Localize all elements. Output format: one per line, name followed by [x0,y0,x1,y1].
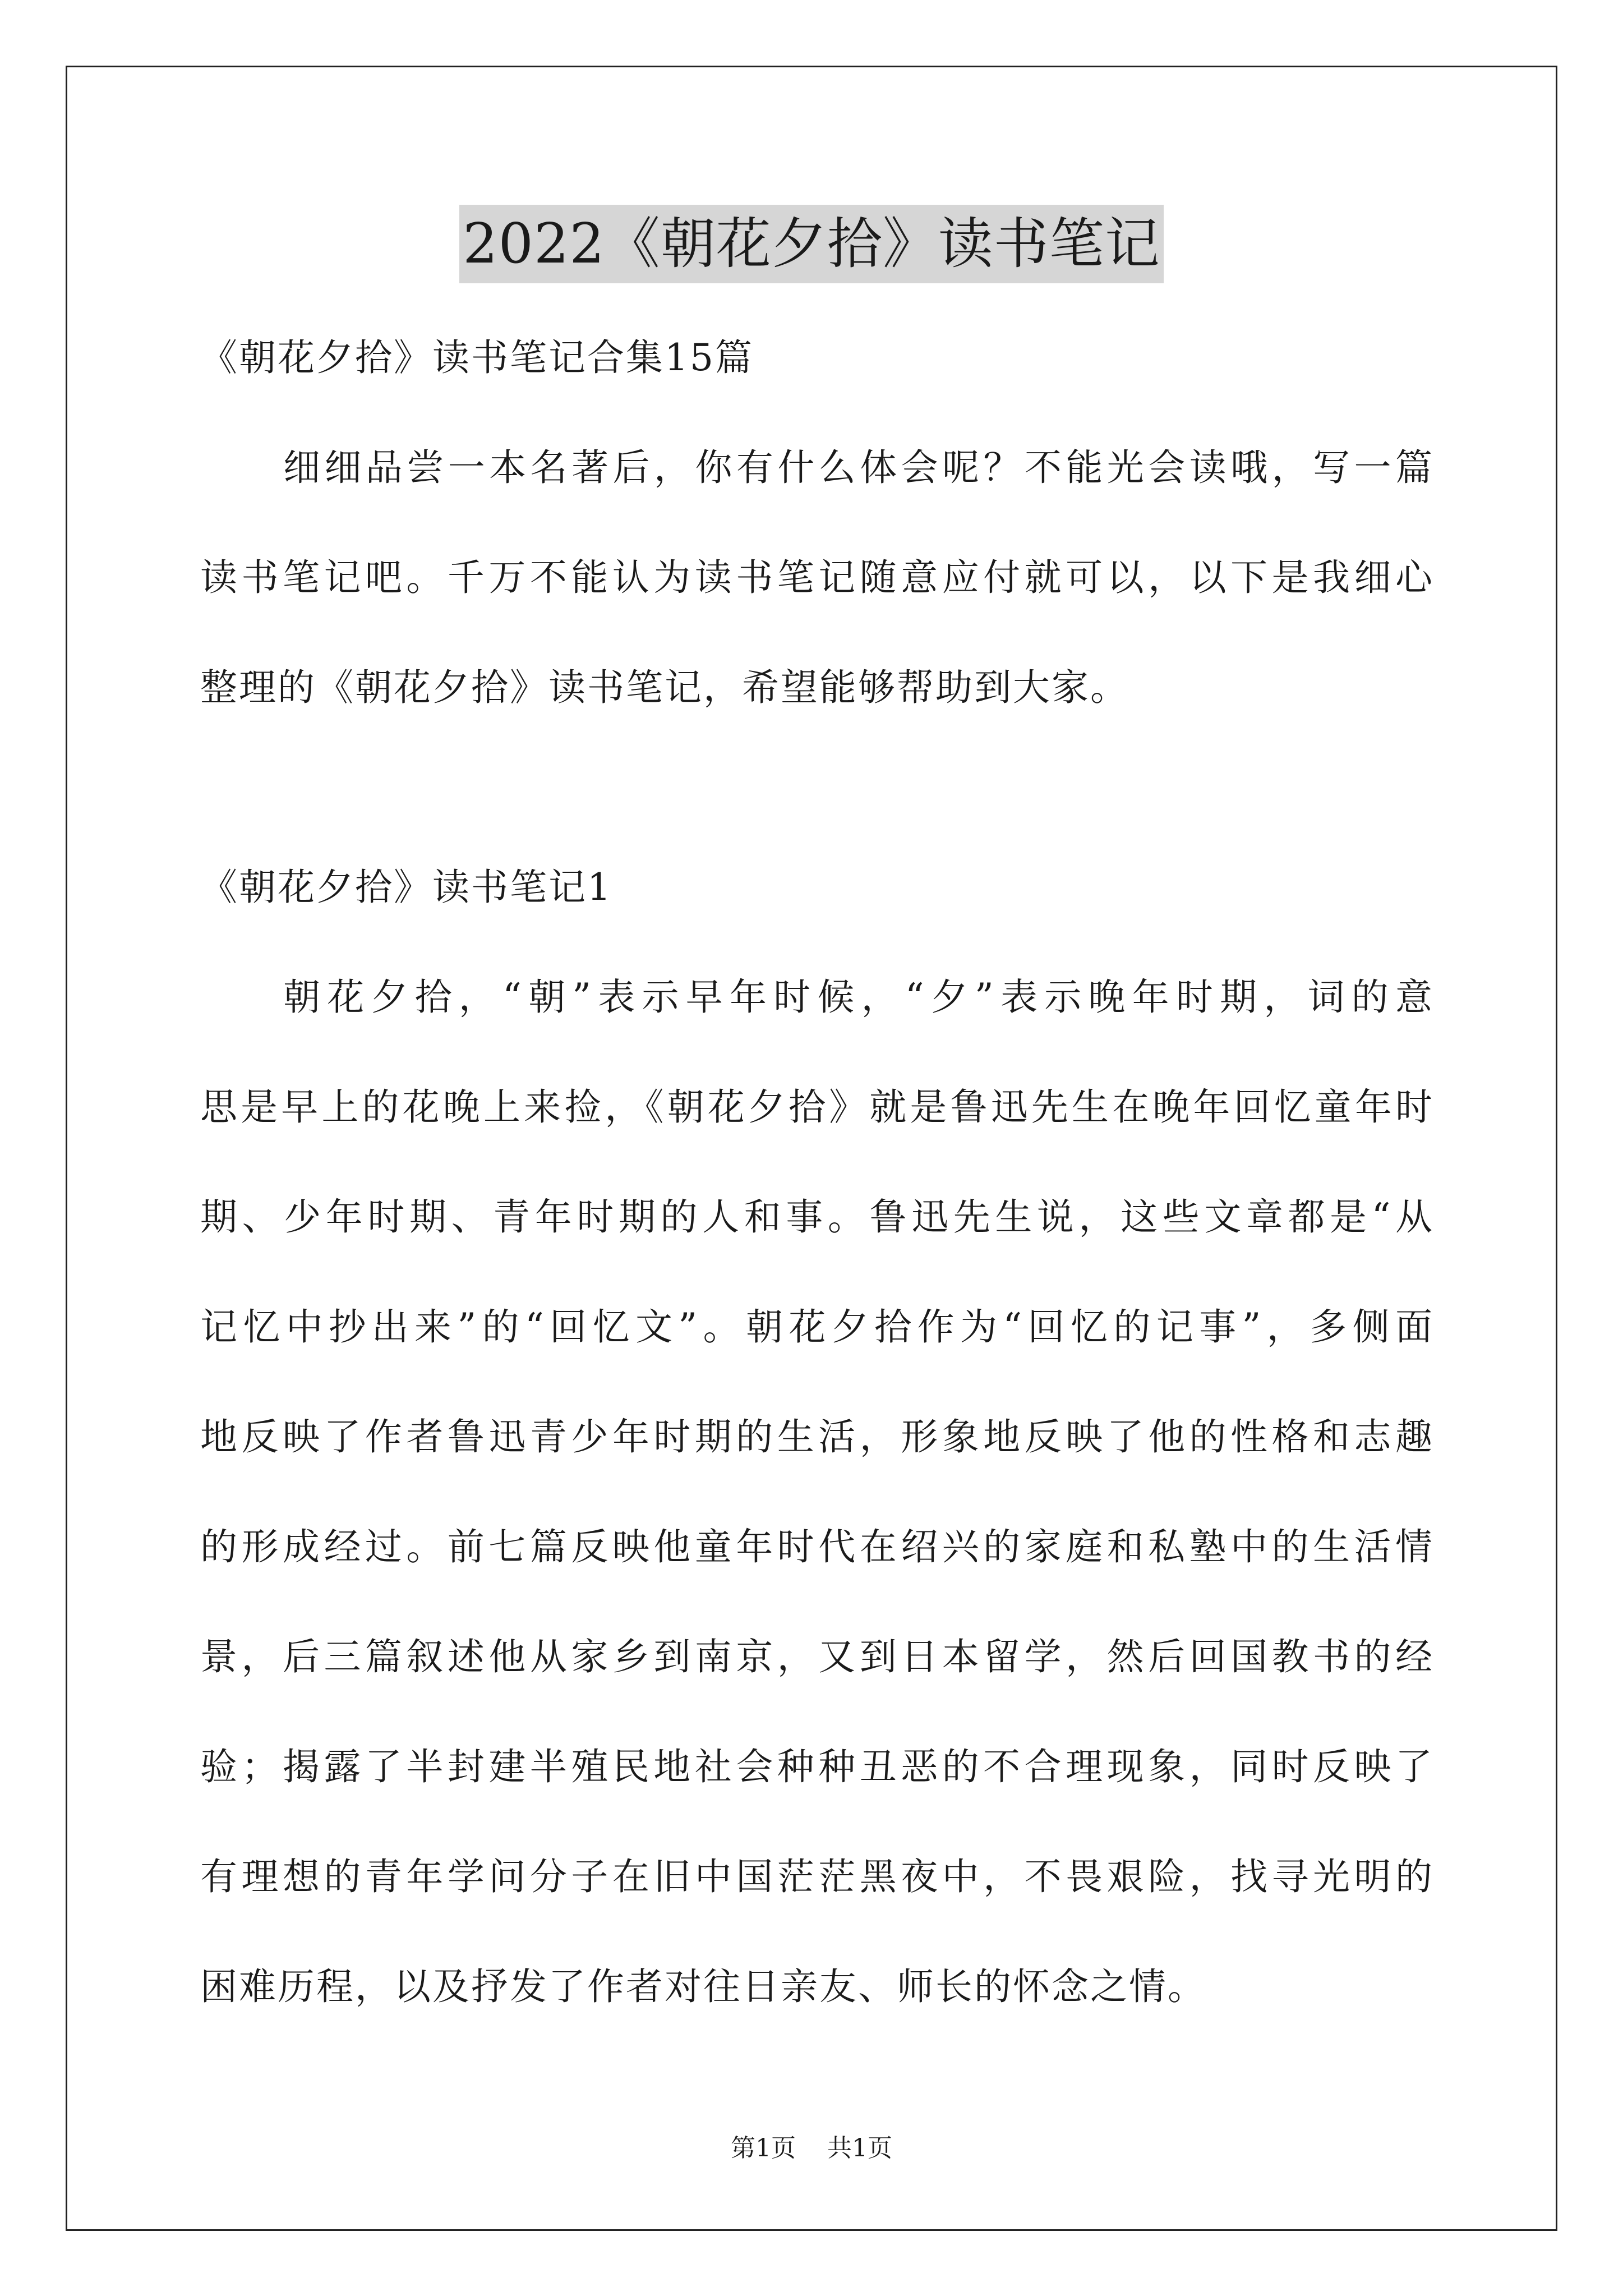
section-line: 期、少年时期、青年时期的人和事。鲁迅先生说，这些文章都是“从 [200,1195,1434,1239]
intro-paragraph [200,413,1434,743]
title-container [0,205,1623,283]
intro-line: 细细品尝一本名著后，你有什么体会呢？不能光会读哦，写一篇 [283,446,1434,489]
page-total: 共1页 [827,2134,892,2162]
document-subtitle: 《朝花夕拾》读书笔记合集15篇 [200,336,754,379]
section-line: 景，后三篇叙述他从家乡到南京，又到日本留学，然后回国教书的经 [200,1635,1434,1678]
section-line: 有理想的青年学问分子在旧中国茫茫黑夜中，不畏艰险，找寻光明的 [200,1855,1434,1898]
section-line: 的形成经过。前七篇反映他童年时代在绍兴的家庭和私塾中的生活情 [200,1525,1434,1568]
section-heading: 《朝花夕拾》读书笔记1 [200,866,612,909]
section-line: 地反映了作者鲁迅青少年时期的生活，形象地反映了他的性格和志趣 [200,1415,1434,1458]
intro-line: 读书笔记吧。千万不能认为读书笔记随意应付就可以，以下是我细心 [200,556,1434,599]
page-footer [0,2132,1623,2165]
page-title: 2022《朝花夕拾》读书笔记 [459,205,1163,283]
section-line: 困难历程，以及抒发了作者对往日亲友、师长的怀念之情。 [200,1965,1206,2008]
page-number: 第1页 [731,2134,796,2162]
section-line: 记忆中抄出来”的“回忆文”。朝花夕拾作为“回忆的记事”，多侧面 [200,1305,1434,1349]
section-line: 思是早上的花晚上来捡，《朝花夕拾》就是鲁迅先生在晚年回忆童年时 [200,1085,1434,1129]
intro-line: 整理的《朝花夕拾》读书笔记，希望能够帮助到大家。 [200,666,1129,709]
section-paragraph [200,942,1434,2042]
document-body [200,303,1434,2042]
section-line: 朝花夕拾，“朝”表示早年时候，“夕”表示晚年时期，词的意 [283,976,1434,1019]
section-line: 验；揭露了半封建半殖民地社会种种丑恶的不合理现象，同时反映了 [200,1745,1434,1788]
paragraph-gap [200,743,1434,832]
